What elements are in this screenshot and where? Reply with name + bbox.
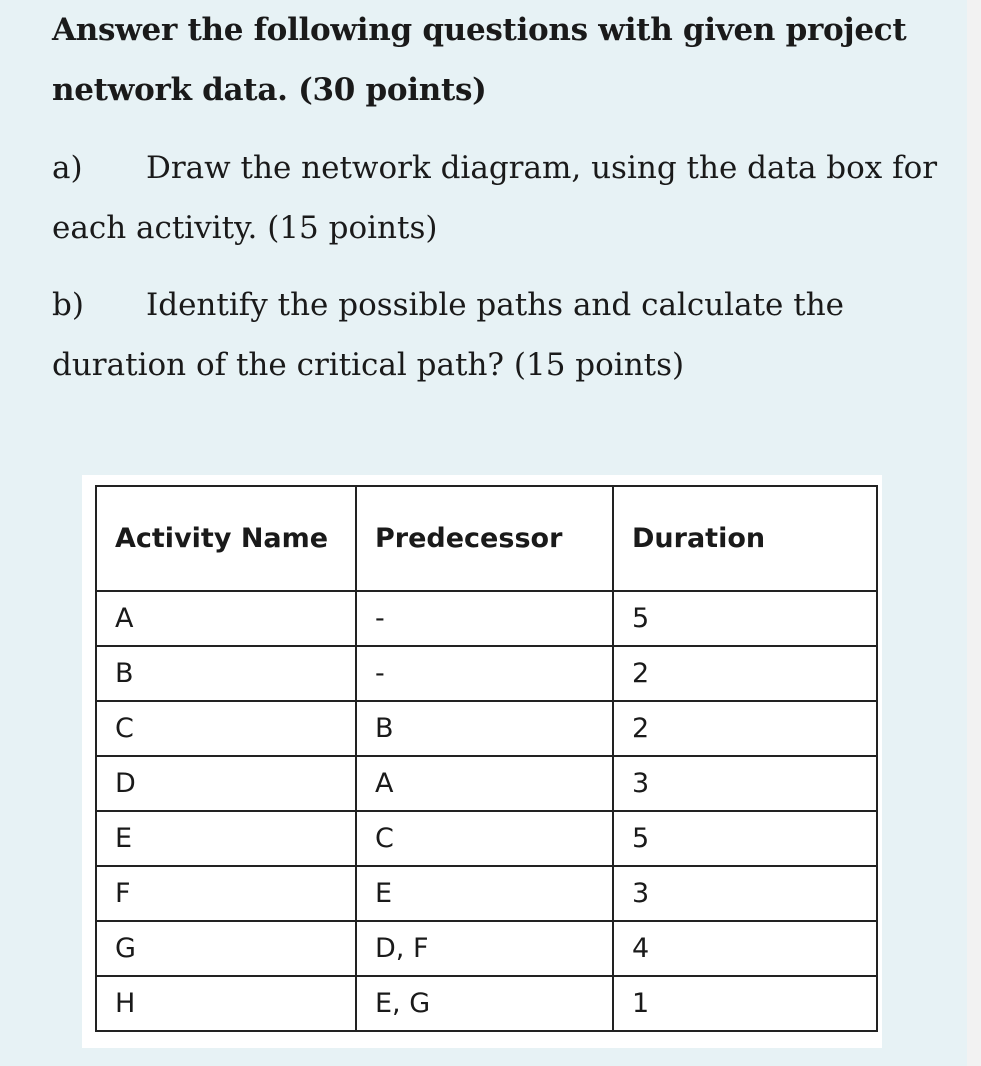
question-title: Answer the following questions with given project network data. (30 points): [52, 12, 907, 108]
part-a-text: Draw the network diagram, using the data box for each activity. (15 points): [52, 150, 938, 246]
activity-cell: F: [96, 866, 356, 921]
predecessor-cell: A: [356, 756, 613, 811]
table-row: [96, 921, 877, 976]
part-a: [52, 138, 952, 258]
predecessor-cell: -: [356, 646, 613, 701]
activity-cell: E: [96, 811, 356, 866]
duration-cell: 5: [613, 591, 877, 646]
table-row: [96, 646, 877, 701]
activity-cell: G: [96, 921, 356, 976]
duration-cell: 1: [613, 976, 877, 1031]
activity-cell: D: [96, 756, 356, 811]
header-duration: Duration: [613, 486, 877, 591]
table-row: [96, 756, 877, 811]
table-row: [96, 591, 877, 646]
predecessor-cell: C: [356, 811, 613, 866]
duration-cell: 2: [613, 701, 877, 756]
duration-cell: 5: [613, 811, 877, 866]
part-b-label: b): [52, 287, 84, 323]
part-b-text: Identify the possible paths and calculate the duration of the critical path? (15 points): [52, 287, 844, 383]
table-row: [96, 701, 877, 756]
part-b: [52, 275, 952, 395]
duration-cell: 2: [613, 646, 877, 701]
header-predecessor: Predecessor: [356, 486, 613, 591]
table-header-row: [96, 486, 877, 591]
table-row: [96, 976, 877, 1031]
table-row: [96, 811, 877, 866]
scrollbar-track: [967, 0, 981, 1066]
predecessor-cell: D, F: [356, 921, 613, 976]
activity-cell: A: [96, 591, 356, 646]
header-activity-name: Activity Name: [96, 486, 356, 591]
activity-cell: H: [96, 976, 356, 1031]
activity-cell: B: [96, 646, 356, 701]
duration-cell: 3: [613, 756, 877, 811]
activity-table: [95, 485, 878, 1032]
predecessor-cell: E: [356, 866, 613, 921]
activity-table-container: [82, 475, 882, 1048]
duration-cell: 4: [613, 921, 877, 976]
table-row: [96, 866, 877, 921]
part-a-label: a): [52, 150, 83, 186]
duration-cell: 3: [613, 866, 877, 921]
activity-cell: C: [96, 701, 356, 756]
predecessor-cell: E, G: [356, 976, 613, 1031]
predecessor-cell: B: [356, 701, 613, 756]
predecessor-cell: -: [356, 591, 613, 646]
